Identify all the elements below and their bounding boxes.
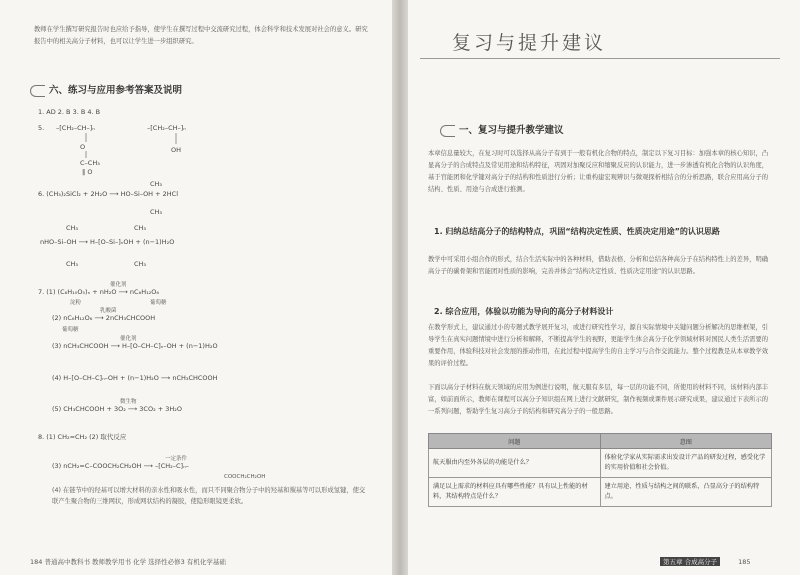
svg-text:C–CH₃: C–CH₃ [80, 159, 100, 167]
q7-1-starch-label: 淀粉 [70, 300, 82, 306]
review-intro-paragraph: 本章信息量较大，在复习时可以选择从高分子有到于一般有机化合物的特点，制定以下复习目标：加强本章的核心知识，凸显高分子的合成特点及常见用途和结构特征，巩固对加聚反应和缩聚反应的认识能力，进一步渗透有机化合物的认识角度，基于官能团和化学键对高分子的结构和性质进行分析；让重构建宏观辨识与微观探析相结合的分析思路，联合应用高分子的结构、性质、用途与合成进行推测。 [428, 150, 769, 193]
q8-answer: 8. (1) CH₂=CH₂ (2) 取代反应 [38, 433, 127, 441]
q8-3-equation: (3) nCH₂=C–COOCH₂CH₂OH ⟶ –[CH₂–C]ₙ– [52, 462, 189, 470]
q6b-methyl-groups [52, 222, 172, 272]
right-section-title: 一、复习与提升教学建议 [440, 122, 564, 137]
structure-property-paragraph: 教学中可采用小组合作的形式，结合生活实际中的各种材料，借助表格、分析和总结各种高分子在结构特性上的差异，明确高分子的碳骨架和官能团对性质的影响，完善并体会“结构决定性质、性质决定用途”的认识思路。 [428, 256, 769, 275]
section-bracket-icon [30, 85, 45, 97]
q7-2-glucose-label: 葡萄糖 [62, 327, 79, 333]
review-question-table [428, 433, 772, 507]
table-header-question: 问题 [429, 434, 601, 449]
right-page-number: 185 [738, 558, 751, 566]
material-design-paragraph: 在教学形式上，建议通过小的专题式教学展开复习，或进行研究性学习，源自实际情境中关键问题分析解决的思维框架，引导学生在真实问题情境中进行分析和解释，不断提高学生的视野，更能学生体会高分子化学领域材料对国民人类生活需要的重要作用，体验科技对社会发展的推动作用，在此过程中提高学生的自主学习与合作交流能力。整个过程教是从本章教学效果的评价过程。 [428, 324, 769, 367]
answers-row-1: 1. AD 2. B 3. B 4. B [38, 108, 101, 116]
title-rule [420, 58, 780, 59]
q6-equation: 6. (CH₃)₂SiCl₂ + 2H₂O ⟶ HO–Si–OH + 2HCl [38, 190, 179, 198]
table-header-intent: 意图 [600, 434, 772, 449]
svg-text:–[CH₂–CH–]ₙ: –[CH₂–CH–]ₙ [56, 124, 95, 132]
q7-5-equation: (5) CH₃CHCOOH + 3O₂ ⟶ 3CO₂ + 3H₂O [52, 405, 182, 413]
svg-text:OH: OH [171, 146, 182, 154]
table-row [429, 449, 772, 478]
table-cell: 满足以上需求的材料应具有哪些性能？具有以上性能的材料，其结构特点是什么？ [429, 478, 601, 507]
svg-text:CH₃: CH₃ [134, 260, 147, 268]
q6-ch3-top: CH₃ [150, 180, 163, 188]
q8-3-substituent: COOCH₂CH₂OH [224, 474, 266, 480]
q7-1-catalyst: 催化剂 [110, 282, 127, 288]
book-gutter [392, 0, 408, 575]
table-header-row [429, 434, 772, 449]
q7-3-catalyst: 催化剂 [120, 336, 137, 342]
svg-text:CH₃: CH₃ [134, 224, 147, 232]
q7-1-equation: 7. (1) (C₆H₁₀O₅)ₙ + nH₂O ⟶ nC₆H₁₂O₆ [38, 288, 160, 296]
left-section-title: 六、练习与应用参考答案及说明 [30, 82, 182, 97]
q7-3-equation: (3) nCH₃CHCOOH ⟶ H–[O–CH–C]ₙ–OH + (n−1)H₂O [52, 342, 218, 350]
q6-polymerization: nHO–Si–OH ⟶ H–[O–Si–]ₙOH + (n−1)H₂O [40, 238, 175, 246]
heading-material-design: 2. 综合应用，体验以功能为导向的高分子材料设计 [434, 307, 614, 316]
chapter-tab: 第五章 合成高分子 [660, 557, 720, 566]
svg-text:CH₃: CH₃ [66, 224, 79, 232]
table-cell: 航天服由内至外各层的功能是什么？ [429, 449, 601, 478]
svg-text:O: O [80, 143, 86, 151]
heading-structure-property: 1. 归纳总结高分子的结构特点，巩固“结构决定性质、性质决定用途”的认识思路 [434, 227, 720, 236]
q7-2-catalyst: 乳酸菌 [100, 308, 117, 314]
q8-3-condition: 一定条件 [165, 456, 188, 462]
q5-structures [52, 118, 212, 178]
q5-label: 5. [38, 124, 45, 132]
table-row [429, 478, 772, 507]
svg-text:‖ O: ‖ O [82, 168, 93, 176]
right-footer [660, 557, 751, 566]
q6-methyl-groups [150, 178, 190, 218]
svg-text:–[CH₂–CH–]ₙ: –[CH₂–CH–]ₙ [147, 124, 186, 132]
q7-1-glucose-label: 葡萄糖 [150, 300, 167, 306]
q6-ch3-bottom: CH₃ [150, 208, 163, 216]
chapter-review-title: 复习与提升建议 [452, 32, 607, 54]
table-cell: 体验化学家从实际需求出发设计产品的研发过程，感受化学的实用价值和社会价值。 [600, 449, 772, 478]
q8-4-explanation: (4) 在链节中的羟基可以增大材料的亲水性和吸水性，而只不同聚合物分子中的羟基和羰基等可以形成氢键，使交联产生聚合物的三维网状，形成网状结构的凝胶，使隐形眼镜更柔软。 [52, 487, 366, 505]
left-intro-paragraph: 教师在学生撰写研究报告时也应给予指导，使学生在撰写过程中交流研究过程，体会科学和技术发展对社会的意义。研究报告中的相关高分子材料，也可以让学生进一步组织研究。 [34, 26, 368, 45]
section-bracket-icon [440, 125, 455, 137]
q7-2-equation: (2) nC₆H₁₂O₆ ⟶ 2nCH₃CHCOOH [52, 314, 156, 322]
q7-4-equation: (4) H–[O–CH–C]ₙ–OH + (n−1)H₂O ⟶ nCH₃CHCOOH [52, 374, 218, 382]
spacesuit-example-paragraph: 下面以高分子材料在航天领域的应用为例进行说明，航天服有多层，每一层的功能不同，所使用的材料不同，该材料内部丰富，如前面所示，教师在课程可以高分子知识组在网上进行文献研究，制作视频或课件展示研究成果，建议通过下表所示的一系列问题，帮助学生复习高分子的结构和研究高分子的一般思路。 [428, 384, 769, 415]
q7-5-catalyst: 微生物 [120, 399, 137, 405]
table-cell: 建立用途、性质与结构之间的联系，凸显高分子的结构特点。 [600, 478, 772, 507]
left-footer: 184 普通高中教科书 教师教学用书 化学 选择性必修3 有机化学基础 [30, 558, 226, 566]
svg-text:CH₃: CH₃ [66, 260, 79, 268]
